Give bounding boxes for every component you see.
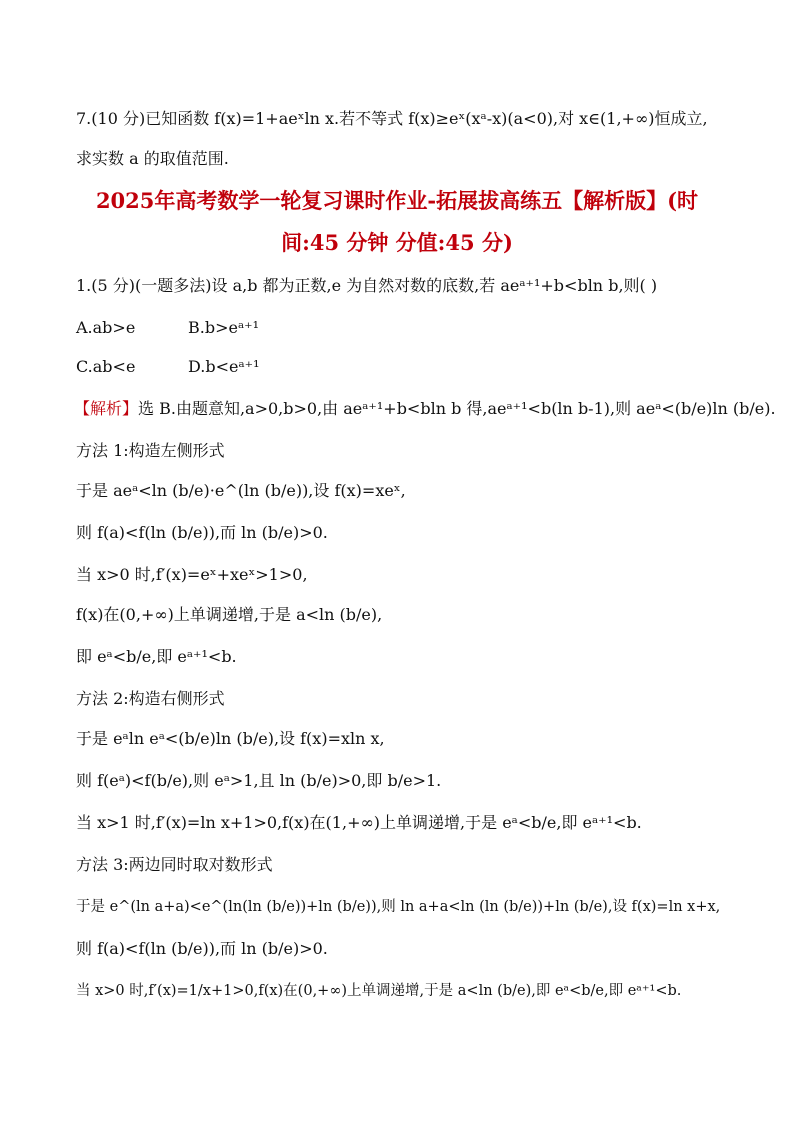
method2-line2: 则 f(eᵃ)<f(b/e),则 eᵃ>1,且 ln (b/e)>0,即 b/e>1. [76,771,442,790]
option-d: D.b<eᵃ⁺¹ [188,357,260,376]
section-title-line1: 2025年高考数学一轮复习课时作业-拓展拔高练五【解析版】(时 [95,188,699,213]
method3-heading: 方法 3:两边同时取对数形式 [76,855,273,874]
option-a: A.ab>e [76,318,136,337]
method1-line1: 于是 aeᵃ<ln (b/e)·e^(ln (b/e)),设 f(x)=xeˣ, [76,481,406,500]
problem7-line1: 7.(10 分)已知函数 f(x)=1+aeˣln x.若不等式 f(x)≥eˣ(xᵃ-x)(a<0),对 x∈(1,+∞)恒成立, [76,109,708,128]
method3-line1: 于是 e^(ln a+a)<e^(ln(ln (b/e))+ln (b/e)),则 ln a+a<ln (ln (b/e))+ln (b/e),设 f(x)=ln x+x, [76,899,721,915]
problem1-stem: 1.(5 分)(一题多法)设 a,b 都为正数,e 为自然对数的底数,若 aeᵃ⁺¹+b<bln b,则( ) [76,276,658,295]
method1-line5: 即 eᵃ<b/e,即 eᵃ⁺¹<b. [76,647,237,666]
method2-line3: 当 x>1 时,f′(x)=ln x+1>0,f(x)在(1,+∞)上单调递增,于是 eᵃ<b/e,即 eᵃ⁺¹<b. [76,813,642,832]
solution-intro [74,398,776,420]
method2-heading: 方法 2:构造右侧形式 [76,689,225,708]
method1-line4: f(x)在(0,+∞)上单调递增,于是 a<ln (b/e), [76,605,383,624]
problem7-line2: 求实数 a 的取值范围. [76,149,229,168]
method3-line2: 则 f(a)<f(ln (b/e)),而 ln (b/e)>0. [76,939,328,958]
option-c: C.ab<e [76,357,136,376]
solution-tag: 【解析】 [74,399,139,418]
solution-intro-text: 选 B.由题意知,a>0,b>0,由 aeᵃ⁺¹+b<bln b 得,aeᵃ⁺¹<b(ln b-1),则 aeᵃ<(b/e)ln (b/e). [138,399,776,418]
option-b: B.b>eᵃ⁺¹ [188,318,259,337]
section-title-line2: 间:45 分钟 分值:45 分) [281,230,513,255]
method3-line3: 当 x>0 时,f′(x)=1/x+1>0,f(x)在(0,+∞)上单调递增,于是 a<ln (b/e),即 eᵃ<b/e,即 eᵃ⁺¹<b. [76,983,682,999]
method2-line1: 于是 eᵃln eᵃ<(b/e)ln (b/e),设 f(x)=xln x, [76,729,385,748]
method1-heading: 方法 1:构造左侧形式 [76,441,225,460]
method1-line3: 当 x>0 时,f′(x)=eˣ+xeˣ>1>0, [76,565,308,584]
method1-line2: 则 f(a)<f(ln (b/e)),而 ln (b/e)>0. [76,523,328,542]
